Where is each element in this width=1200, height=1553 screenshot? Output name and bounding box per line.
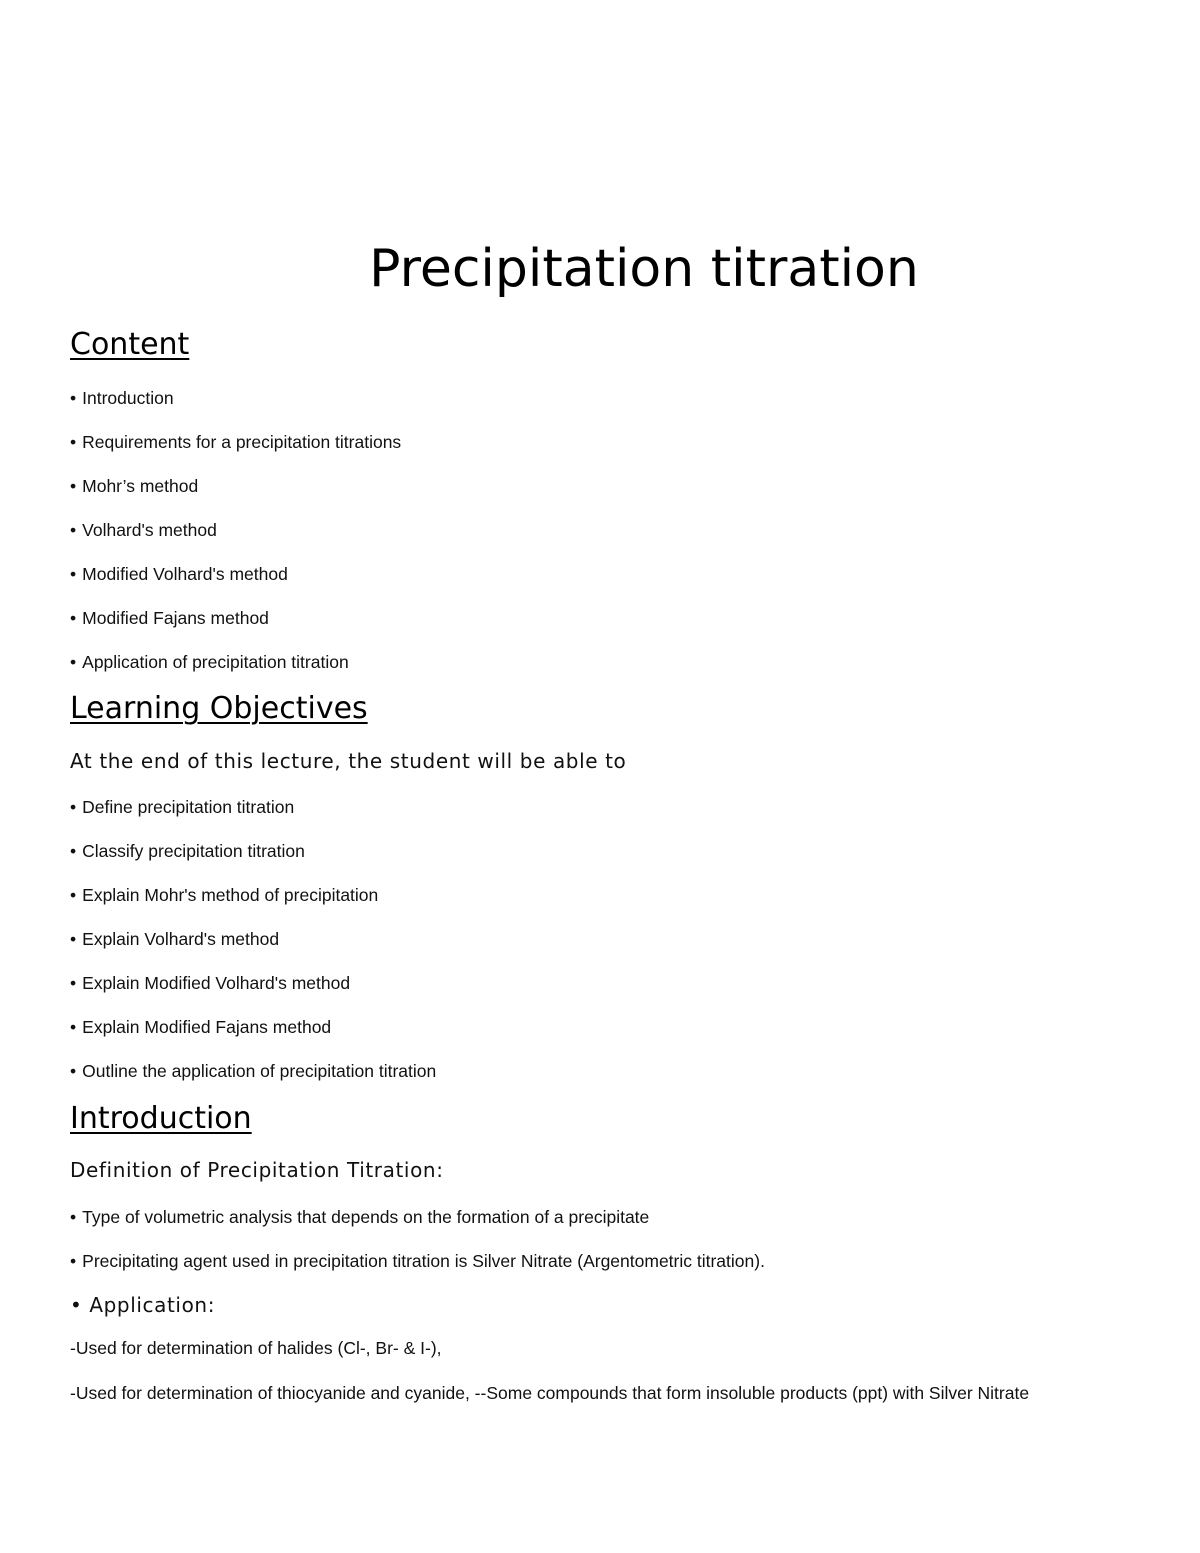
list-item: • Modified Volhard's method (70, 564, 288, 584)
bullet-icon: • (70, 608, 77, 628)
list-item: • Mohr’s method (70, 476, 199, 496)
content-heading: Content (70, 327, 190, 362)
list-item: • Volhard's method (70, 520, 217, 540)
bullet-icon: • (70, 885, 77, 905)
objectives-list (70, 795, 436, 1103)
list-item: • Classify precipitation titration (70, 841, 305, 861)
list-item: • Explain Mohr's method of precipitation (70, 885, 379, 905)
bullet-icon: • (70, 652, 77, 672)
list-item: • Explain Modified Volhard's method (70, 973, 351, 993)
list-item: • Type of volumetric analysis that depends on the formation of a precipitate (70, 1207, 650, 1227)
bullet-icon: • (70, 929, 77, 949)
objectives-lead: At the end of this lecture, the student will be able to (70, 749, 627, 773)
bullet-icon: • (70, 841, 77, 861)
definition-label: Definition of Precipitation Titration: (70, 1158, 444, 1182)
list-item: • Define precipitation titration (70, 797, 295, 817)
bullet-icon: • (70, 388, 77, 408)
bullet-icon: • (70, 1251, 77, 1271)
list-item: • Introduction (70, 388, 174, 408)
introduction-list (70, 1205, 765, 1293)
list-item: • Outline the application of precipitation titration (70, 1061, 437, 1081)
bullet-icon: • (70, 1061, 77, 1081)
list-item: • Application of precipitation titration (70, 652, 349, 672)
list-item: • Explain Modified Fajans method (70, 1017, 332, 1037)
bullet-icon: • (70, 797, 77, 817)
application-line: -Used for determination of thiocyanide and cyanide, --Some compounds that form insoluble products (ppt) with Silver Nitrate (70, 1383, 1030, 1403)
application-label: • Application: (70, 1293, 216, 1317)
bullet-icon: • (70, 432, 77, 452)
bullet-icon: • (70, 973, 77, 993)
page-title: Precipitation titration (369, 239, 919, 299)
content-list (70, 386, 401, 694)
objectives-heading: Learning Objectives (70, 691, 368, 726)
bullet-icon: • (70, 476, 77, 496)
list-item: • Explain Volhard's method (70, 929, 280, 949)
list-item: • Requirements for a precipitation titrations (70, 432, 402, 452)
bullet-icon: • (70, 564, 77, 584)
bullet-icon: • (70, 1207, 77, 1227)
list-item: • Modified Fajans method (70, 608, 269, 628)
introduction-heading: Introduction (70, 1101, 252, 1136)
application-line: -Used for determination of halides (Cl-, Br- & I-), (70, 1338, 442, 1358)
bullet-icon: • (70, 1017, 77, 1037)
list-item: • Precipitating agent used in precipitation titration is Silver Nitrate (Argentometric titration). (70, 1251, 765, 1271)
bullet-icon: • (70, 520, 77, 540)
